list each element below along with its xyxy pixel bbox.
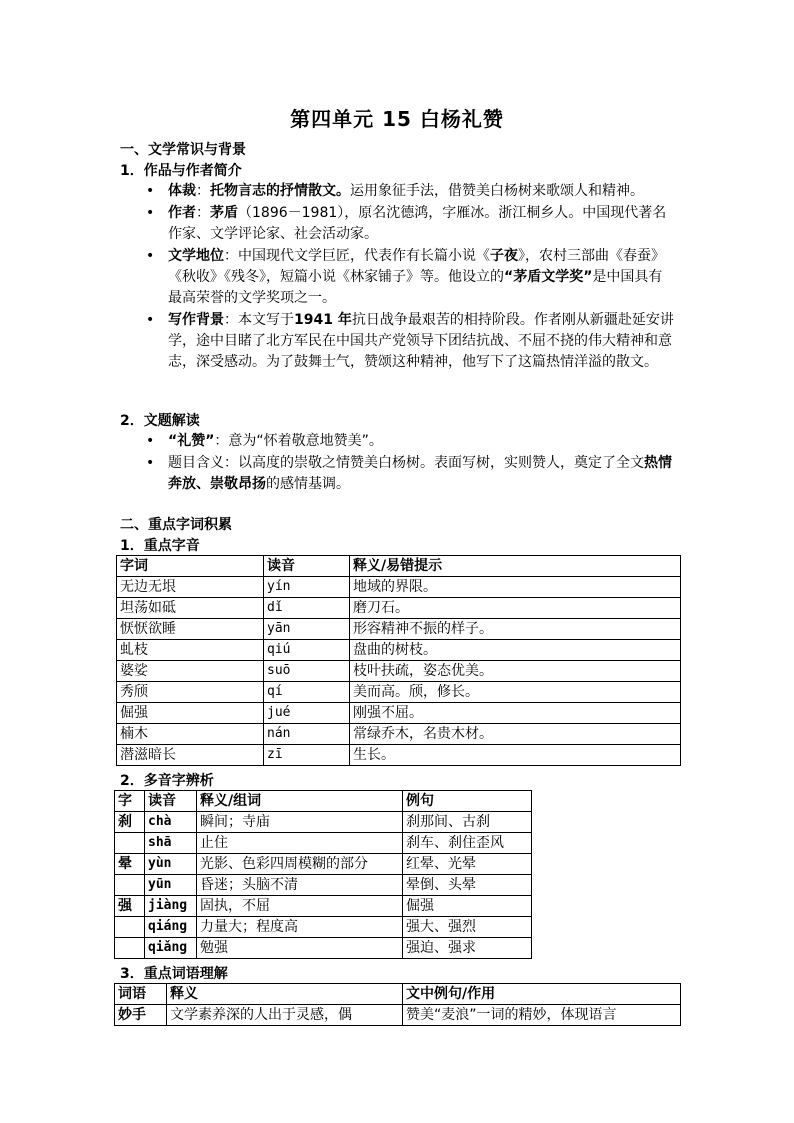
table-cell: 光影、色彩四周模糊的部分 [197, 854, 403, 875]
item-bold: 托物言志的抒情散文。 [210, 183, 350, 199]
column-header: 例句 [403, 791, 532, 812]
item-bold: “茅盾文学奖” [504, 269, 593, 285]
table-cell: qiú [264, 640, 350, 661]
item-text: 题目含义：以高度的崇敬之情赞美白杨树。表面写树，实则赞人，奠定了全文 [168, 455, 644, 471]
table-cell: 妙手 [115, 1005, 167, 1026]
subheading-key-words: 3．重点词语理解 [120, 966, 228, 982]
table-cell [115, 875, 145, 896]
column-header: 字词 [117, 556, 264, 577]
item-text: 的感情基调。 [266, 476, 350, 492]
table-cell: 文学素养深的人出于灵感，偶 [167, 1005, 403, 1026]
item-label: 写作背景 [168, 312, 224, 328]
list-item [144, 431, 674, 452]
table-cell: qiáng [145, 917, 197, 938]
item-sep: ： [224, 312, 238, 328]
item-text: 是中国具有最高荣誉的文学奖项之一。 [168, 269, 663, 306]
table-cell: jué [264, 703, 350, 724]
table-header-row [115, 791, 532, 812]
table-cell: 秀颀 [117, 682, 264, 703]
title-bullet-list [144, 431, 674, 496]
item-text: 》，农村三部曲《春蚕》《秋收》《残冬》，短篇小说《林家铺子》等。他设立的 [168, 248, 665, 285]
key-words-table-body [115, 1005, 681, 1026]
table-row [115, 896, 532, 917]
table-cell: 刹那间、古刹 [403, 812, 532, 833]
table-cell: 楠木 [117, 724, 264, 745]
table-cell: 昏迷；头脑不清 [197, 875, 403, 896]
table-cell: 刹车、刹住歪风 [403, 833, 532, 854]
table-cell: yùn [145, 854, 197, 875]
item-sep: ： [196, 205, 210, 221]
table-cell: 刚强不屈。 [350, 703, 681, 724]
item-bold: 热情奔放、崇敬昂扬 [168, 455, 672, 492]
item-text: 中国现代文学巨匠，代表作有长篇小说《 [238, 248, 490, 264]
table-cell: 强大、强烈 [403, 917, 532, 938]
page-title: 第四单元 15 白杨礼赞 [290, 107, 504, 131]
table-cell: 形容精神不振的样子。 [350, 619, 681, 640]
table-cell: 美而高。颀，修长。 [350, 682, 681, 703]
item-bold: 子夜 [490, 248, 518, 264]
list-item [144, 203, 674, 245]
table-cell: 无边无垠 [117, 577, 264, 598]
list-item [144, 310, 674, 373]
table-row [117, 724, 681, 745]
table-row [117, 577, 681, 598]
table-cell: 止住 [197, 833, 403, 854]
table-row [117, 703, 681, 724]
table-cell: 枝叶扶疏，姿态优美。 [350, 661, 681, 682]
table-row [115, 875, 532, 896]
table-cell: 力量大；程度高 [197, 917, 403, 938]
column-header: 释义 [167, 984, 403, 1005]
table-row [115, 938, 532, 959]
table-cell: 强 [115, 896, 145, 917]
table-cell [115, 938, 145, 959]
table-cell: dǐ [264, 598, 350, 619]
table-cell: 虬枝 [117, 640, 264, 661]
table-row [117, 640, 681, 661]
table-cell: 刹 [115, 812, 145, 833]
table-header-row [117, 556, 681, 577]
pronunciation-table-body [117, 577, 681, 766]
table-cell: 强迫、强求 [403, 938, 532, 959]
bullet-icon: • [146, 312, 155, 328]
table-cell: 赞美“麦浪”一词的精妙，体现语言 [403, 1005, 681, 1026]
item-sep: ： [196, 183, 210, 199]
table-cell: 生长。 [350, 745, 681, 766]
bullet-icon: • [146, 248, 155, 264]
table-cell: 勉强 [197, 938, 403, 959]
table-row [117, 619, 681, 640]
bullet-icon: • [146, 455, 155, 471]
list-item [144, 453, 674, 495]
section-heading-1: 一、文学常识与背景 [120, 142, 246, 158]
pronunciation-table [116, 555, 681, 766]
item-label: 文学地位 [168, 248, 224, 264]
item-text: 抗日战争最艰苦的相持阶段。作者刚从新疆赴延安讲学，途中目睹了北方军民在中国共产党领导下团结抗战、不屈不挠的伟大精神和意志，深受感动。为了鼓舞士气，赞颂这种精神，他写下了这篇热情洋溢的散文。 [168, 312, 674, 370]
table-header-row [115, 984, 681, 1005]
table-cell: yān [264, 619, 350, 640]
bullet-icon: • [146, 433, 155, 449]
column-header: 词语 [115, 984, 167, 1005]
table-row [115, 833, 532, 854]
table-cell: chà [145, 812, 197, 833]
table-cell: 盘曲的树枝。 [350, 640, 681, 661]
table-row [115, 1005, 681, 1026]
item-text: （1896－1981），原名沈德鸿，字雁冰。浙江桐乡人。中国现代著名作家、文学评论家、社会活动家。 [168, 205, 667, 242]
column-header: 读音 [264, 556, 350, 577]
table-row [115, 917, 532, 938]
table-cell: yín [264, 577, 350, 598]
table-cell [115, 833, 145, 854]
table-cell: 倔强 [117, 703, 264, 724]
table-row [115, 812, 532, 833]
table-row [117, 661, 681, 682]
table-cell: 倔强 [403, 896, 532, 917]
table-cell: 婆娑 [117, 661, 264, 682]
polyphonic-table-body [115, 812, 532, 959]
item-text: 本文写于 [238, 312, 294, 328]
table-cell: qiǎng [145, 938, 197, 959]
item-text: ：意为“怀着敬意地赞美”。 [214, 433, 383, 449]
table-cell: 晕倒、头晕 [403, 875, 532, 896]
item-sep: ： [224, 248, 238, 264]
column-header: 读音 [145, 791, 197, 812]
table-cell: nán [264, 724, 350, 745]
table-row [117, 745, 681, 766]
table-cell: qí [264, 682, 350, 703]
bullet-icon: • [146, 205, 155, 221]
key-words-table [114, 983, 681, 1026]
item-text: 运用象征手法，借赞美白杨树来歌颂人和精神。 [350, 183, 644, 199]
table-cell: 固执，不屈 [197, 896, 403, 917]
item-bold: 茅盾 [210, 205, 238, 221]
subheading-polyphonic: 2．多音字辨析 [120, 773, 214, 789]
subheading-author-intro: 1．作品与作者简介 [120, 163, 242, 179]
table-cell: 红晕、光晕 [403, 854, 532, 875]
item-label: 作者 [168, 205, 196, 221]
subheading-title-interpretation: 2．文题解读 [120, 413, 200, 429]
column-header: 文中例句/作用 [403, 984, 681, 1005]
table-cell: 磨刀石。 [350, 598, 681, 619]
table-cell: 晕 [115, 854, 145, 875]
list-item [144, 246, 674, 309]
table-cell: 地域的界限。 [350, 577, 681, 598]
item-bold: 1941 年 [294, 312, 352, 328]
table-cell: 坦荡如砥 [117, 598, 264, 619]
bullet-icon: • [146, 183, 155, 199]
table-cell: jiàng [145, 896, 197, 917]
item-bold: “礼赞” [168, 433, 215, 449]
column-header: 释义/易错提示 [350, 556, 681, 577]
table-cell: suō [264, 661, 350, 682]
column-header: 释义/组词 [197, 791, 403, 812]
table-cell: zī [264, 745, 350, 766]
item-label: 体裁 [168, 183, 196, 199]
table-row [115, 854, 532, 875]
table-cell: shā [145, 833, 197, 854]
polyphonic-table [114, 790, 532, 959]
column-header: 字 [115, 791, 145, 812]
table-cell: 恹恹欲睡 [117, 619, 264, 640]
table-cell: 瞬间；寺庙 [197, 812, 403, 833]
subheading-key-pronunciation: 1．重点字音 [120, 538, 200, 554]
table-row [117, 598, 681, 619]
intro-bullet-list [144, 181, 674, 374]
table-cell [115, 917, 145, 938]
table-cell: 潜滋暗长 [117, 745, 264, 766]
table-cell: yūn [145, 875, 197, 896]
table-cell: 常绿乔木，名贵木材。 [350, 724, 681, 745]
section-heading-2: 二、重点字词积累 [120, 517, 232, 533]
list-item [144, 181, 674, 202]
table-row [117, 682, 681, 703]
